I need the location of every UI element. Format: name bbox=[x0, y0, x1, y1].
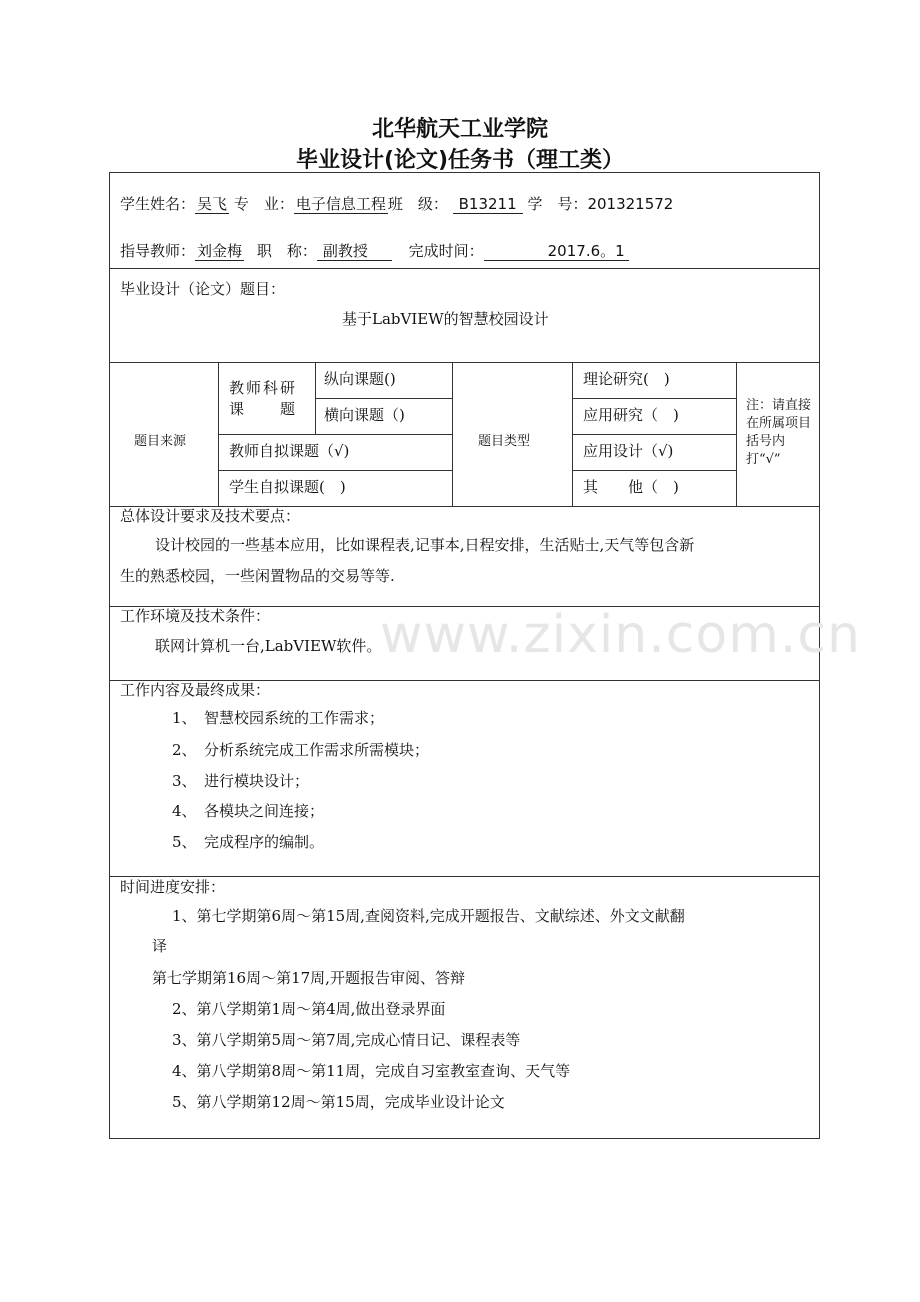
environment-label: 工作环境及技术条件： bbox=[120, 607, 271, 625]
topic-value: 基于LabVIEW的智慧校园设计 bbox=[342, 310, 549, 328]
cell-divider bbox=[218, 470, 452, 471]
schedule-line: 1、第七学期第6周～第15周,查阅资料,完成开题报告、文献综述、外文文献翻 bbox=[172, 907, 685, 925]
work-label: 工作内容及最终成果： bbox=[120, 681, 271, 699]
applied-research: 应用研究（ ) bbox=[583, 406, 679, 424]
work-item: 1、 智慧校园系统的工作需求； bbox=[172, 709, 385, 727]
schedule-line: 2、第八学期第1周～第4周,做出登录界面 bbox=[172, 1000, 446, 1018]
advisor-name: 刘金梅 bbox=[197, 242, 243, 260]
student-self-topic: 学生自拟课题( ) bbox=[229, 478, 346, 496]
school-name: 北华航天工业学院 bbox=[371, 117, 548, 142]
theory-research: 理论研究( ) bbox=[583, 370, 670, 388]
topic-label: 毕业设计（论文）题目： bbox=[120, 280, 286, 298]
cell-divider bbox=[315, 398, 452, 399]
row-divider bbox=[109, 362, 819, 363]
schedule-line: 3、第八学期第5周～第7周,完成心情日记、课程表等 bbox=[172, 1031, 521, 1049]
horizontal-topic: 横向课题（) bbox=[324, 406, 405, 424]
topic-type-label: 题目类型 bbox=[478, 434, 531, 449]
vertical-topic: 纵向课题() bbox=[324, 370, 396, 388]
student-name-label: 学生姓名： bbox=[120, 195, 196, 213]
schedule-line: 译 bbox=[152, 937, 168, 955]
major-value: 电子信息工程 bbox=[295, 195, 386, 213]
schedule-line: 4、第八学期第8周～第11周，完成自习室教室查询、天气等 bbox=[172, 1062, 571, 1080]
requirements-label: 总体设计要求及技术要点： bbox=[120, 507, 301, 525]
completion-time: 2017.6。1 bbox=[484, 242, 629, 261]
cell-divider bbox=[572, 398, 736, 399]
teacher-research-label: 教师科研课 题 bbox=[229, 379, 298, 418]
major-label: 专 业： bbox=[233, 195, 294, 213]
class-label: 班 级： bbox=[387, 195, 448, 213]
source-label: 题目来源 bbox=[134, 434, 187, 449]
col-divider bbox=[736, 362, 737, 506]
work-item: 3、 进行模块设计； bbox=[172, 772, 310, 790]
schedule-line: 第七学期第16周～第17周,开题报告审阅、答辩 bbox=[152, 969, 465, 987]
schedule-line: 5、第八学期第12周～第15周，完成毕业设计论文 bbox=[172, 1093, 505, 1111]
student-name: 吴飞 bbox=[197, 195, 228, 213]
work-item: 2、 分析系统完成工作需求所需模块； bbox=[172, 741, 430, 759]
cell-divider bbox=[218, 434, 452, 435]
work-item: 4、 各模块之间连接； bbox=[172, 802, 325, 820]
other-type: 其 他（ ) bbox=[583, 478, 679, 496]
teacher-self-topic: 教师自拟课题（√) bbox=[229, 442, 350, 460]
document-title: 毕业设计(论文)任务书（理工类） bbox=[295, 148, 625, 173]
advisor-title-label: 职 称： bbox=[256, 242, 317, 260]
completion-time-label: 完成时间： bbox=[408, 242, 484, 260]
schedule-label: 时间进度安排： bbox=[120, 878, 226, 896]
advisor-label: 指导教师： bbox=[120, 242, 196, 260]
environment-value: 联网计算机一台,LabVIEW软件。 bbox=[155, 637, 382, 655]
student-id-label: 学 号： bbox=[527, 195, 588, 213]
watermark: www.zixin.com.cn bbox=[380, 605, 861, 665]
requirements-line-2: 生的熟悉校园，一些闲置物品的交易等等. bbox=[120, 567, 395, 585]
cell-divider bbox=[572, 434, 736, 435]
cell-divider bbox=[572, 470, 736, 471]
check-note: 注：请直接在所属项目括号内打“√” bbox=[746, 398, 812, 467]
applied-design: 应用设计（√) bbox=[583, 442, 674, 460]
advisor-info-row bbox=[120, 241, 629, 261]
student-info-row bbox=[120, 194, 673, 214]
requirements-line-1: 设计校园的一些基本应用，比如课程表,记事本,日程安排，生活贴士,天气等包含新 bbox=[155, 536, 695, 554]
student-id: 201321572 bbox=[587, 195, 674, 213]
row-divider bbox=[109, 268, 819, 269]
work-item: 5、 完成程序的编制。 bbox=[172, 833, 325, 851]
advisor-title: 副教授 bbox=[317, 242, 392, 261]
col-divider bbox=[452, 362, 453, 506]
class-value: B13211 bbox=[453, 195, 523, 214]
